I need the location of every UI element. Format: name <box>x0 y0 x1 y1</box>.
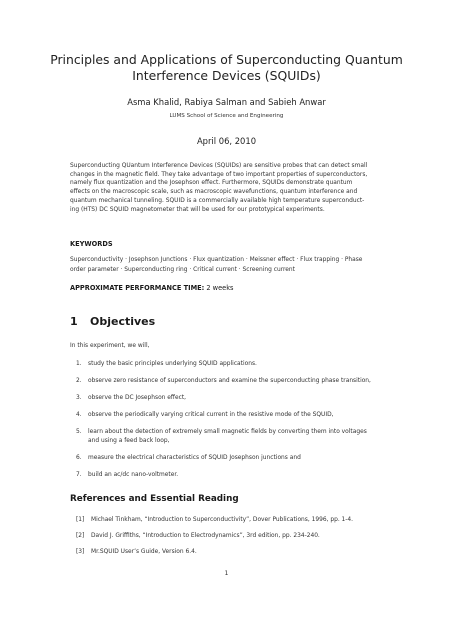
item-text <box>88 428 398 446</box>
objectives-intro: In this experiment, we will, <box>70 343 150 349</box>
author-list: Asma Khalid, Rabiya Salman and Sabieh Anwar <box>127 97 326 107</box>
abstract-line: effects on the macroscopic scale, such as macroscopic wavefunctions, quantum interference and <box>70 189 358 196</box>
title-line-1: Principles and Applications of Superconducting Quantum <box>50 52 403 67</box>
item-text-line: learn about the detection of extremely small magnetic fields by converting them into voltages <box>88 429 367 435</box>
item-number: 7. <box>76 472 82 478</box>
item-text: build an ac/dc nano-voltmeter. <box>88 472 179 478</box>
keywords-heading: KEYWORDS <box>70 240 113 248</box>
abstract-line: Superconducting QUantum Interference Devices (SQUIDs) are sensitive probes that can detect small <box>70 163 368 169</box>
keywords-line-2: order parameter · Superconducting ring · Critical current · Screening current <box>70 267 295 273</box>
section-heading-objectives <box>70 315 155 328</box>
reference-number: [2] <box>76 533 85 539</box>
item-number: 6. <box>76 455 82 461</box>
item-number: 1. <box>76 361 82 367</box>
abstract-line: changes in the magnetic field. They take advantage of two important properties of superconductors, <box>70 171 368 178</box>
title-line-2: Interference Devices (SQUIDs) <box>132 68 321 83</box>
reference-text: David J. Griffiths, “Introduction to Electrodynamics”, 3rd edition, pp. 234-240. <box>91 533 320 539</box>
item-text: observe the DC Josephson effect, <box>88 395 187 401</box>
abstract-line: quantum mechanical tunneling. SQUID is a commercially available high temperature superconduct- <box>70 197 365 204</box>
item-number: 2. <box>76 378 82 384</box>
reference-text: Michael Tinkham, “Introduction to Superconductivity”, Dover Publications, 1996, pp. 1-4. <box>91 517 354 523</box>
performance-label: APPROXIMATE PERFORMANCE TIME: <box>70 284 205 292</box>
item-text: observe zero resistance of superconductors and examine the superconducting phase transition, <box>88 378 371 384</box>
item-text: study the basic principles underlying SQUID applications. <box>88 361 257 367</box>
item-number: 5. <box>76 429 82 435</box>
paper-title <box>40 52 413 84</box>
performance-value: 2 weeks <box>206 284 234 292</box>
reference-number: [3] <box>76 549 85 555</box>
item-number: 4. <box>76 412 82 418</box>
reference-text: Mr.SQUID User’s Guide, Version 6.4. <box>91 549 197 555</box>
references-heading: References and Essential Reading <box>70 494 239 504</box>
keywords-line-1: Superconductivity · Josephson Junctions · Flux quantization · Meissner effect · Flux trapping · Phase <box>70 257 363 263</box>
keywords-list <box>70 255 388 275</box>
item-text-line: and using a feed back loop, <box>88 438 170 444</box>
section-number: 1 <box>70 315 78 328</box>
item-text: observe the periodically varying critical current in the resistive mode of the SQUID, <box>88 412 334 418</box>
item-number: 3. <box>76 395 82 401</box>
abstract-line: ing (HTS) DC SQUID magnetometer that will be used for our prototypical experiments. <box>70 206 325 213</box>
affiliation: LUMS School of Science and Engineering <box>169 113 284 119</box>
abstract <box>70 162 388 214</box>
item-text: measure the electrical characteristics of SQUID Josephson junctions and <box>88 455 301 461</box>
performance-time <box>70 284 233 292</box>
abstract-line: namely flux quantization and the Josephson effect. Furthermore, SQUIDs demonstrate quantum <box>70 180 353 187</box>
reference-number: [1] <box>76 517 85 523</box>
publication-date: April 06, 2010 <box>196 136 257 146</box>
section-title: Objectives <box>90 315 156 328</box>
page-number: 1 <box>224 570 229 577</box>
